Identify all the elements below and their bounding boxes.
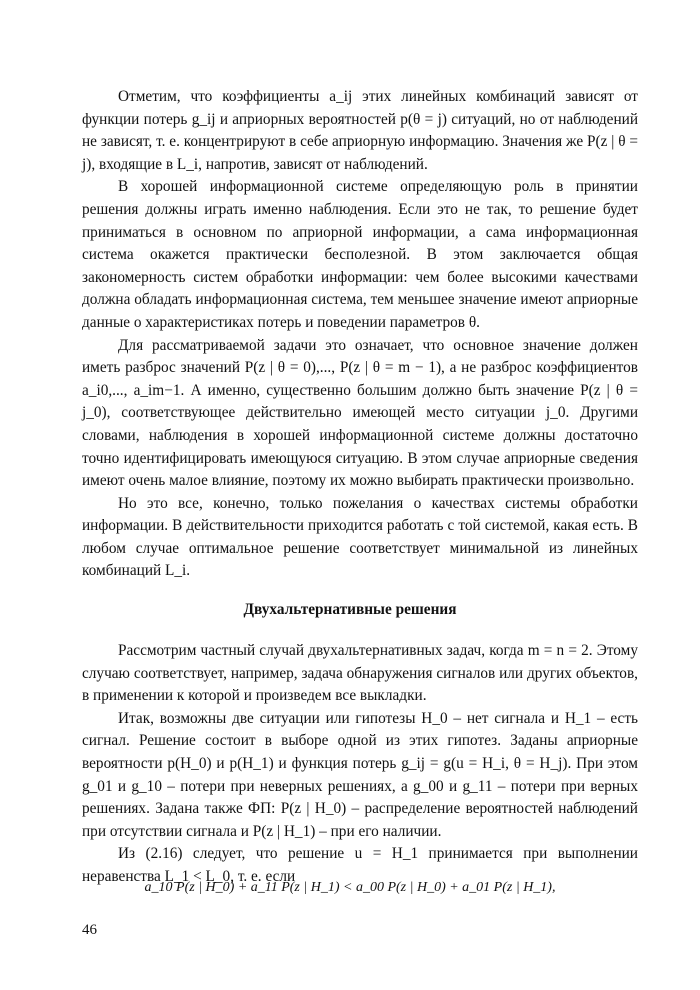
text-section-2 — [82, 640, 638, 889]
paragraph-5: Рассмотрим частный случай двухальтернативных задач, когда m = n = 2. Этому случаю соответствует, например, задача обнаружения сигналов или других объектов, в применении к которой и произведем все выкладки. — [82, 642, 638, 705]
inequality-formula: a_10 P(z | H_0) + a_11 P(z | H_1) < a_00 P(z | H_0) + a_01 P(z | H_1), — [144, 880, 556, 895]
paragraph-4: Но это все, конечно, только пожелания о качествах системы обработки информации. В действительности приходится работать с той системой, какая есть. В любом случае оптимальное решение соответствует минимальной из линейных комбинаций L_i. — [82, 494, 638, 580]
paragraph-1: Отметим, что коэффициенты a_ij этих линейных комбинаций зависят от функции потерь g_ij и априорных вероятностей p(θ = j) ситуаций, но от наблюдений не зависят, т. е. концентрируют в себе априорную информацию. Значения же P(z | θ = j), входящие в L_i, напротив, зависят от наблюдений. — [82, 88, 638, 173]
paragraph-7: Из (2.16) следует, что решение u = H_1 принимается при выполнении неравенства L_1 < L_0, т. е. если — [82, 845, 638, 885]
text-section-1 — [82, 86, 638, 583]
section-heading: Двухальтернативные решения — [243, 601, 457, 618]
paragraph-6: Итак, возможны две ситуации или гипотезы H_0 – нет сигнала и H_1 – есть сигнал. Решение состоит в выборе одной из этих гипотез. Заданы априорные вероятности p(H_0) и p(H_1) и функция потерь g_ij = g(u = H_i, θ = H_j). При этом g_01 и g_10 – потери при неверных решениях, а g_00 и g_11 – потери при верных решениях. Задана также ФП: P(z | H_0) – распределение вероятностей наблюдений при отсутствии сигнала и P(z | H_1) – при его наличии. — [82, 709, 638, 840]
paragraph-2: В хорошей информационной системе определяющую роль в принятии решения должны играть именно наблюдения. Если это не так, то решение будет приниматься в основном по априорной информации, а сама информационная система окажется практически бесполезной. В этом заключается общая закономерность систем обработки информации: чем более высокими качествами должна обладать информационная система, тем меньшее значение имеют априорные данные о характеристиках потерь и поведении параметров θ. — [82, 178, 638, 331]
paragraph-3: Для рассматриваемой задачи это означает, что основное значение должен иметь разброс значений P(z | θ = 0),..., P(z | θ = m − 1), а не разброс коэффициентов a_i0,..., a_im−1. А именно, существенно большим должно быть значение P(z | θ = j_0), соответствующее действительно имеющей место ситуации j_0. Другими словами, наблюдения в хорошей информационной системе должны достаточно точно идентифицировать имеющуюся ситуацию. В этом случае априорные сведения имеют очень малое влияние, поэтому их можно выбирать практически произвольно. — [82, 336, 638, 490]
page-number: 46 — [82, 922, 97, 938]
